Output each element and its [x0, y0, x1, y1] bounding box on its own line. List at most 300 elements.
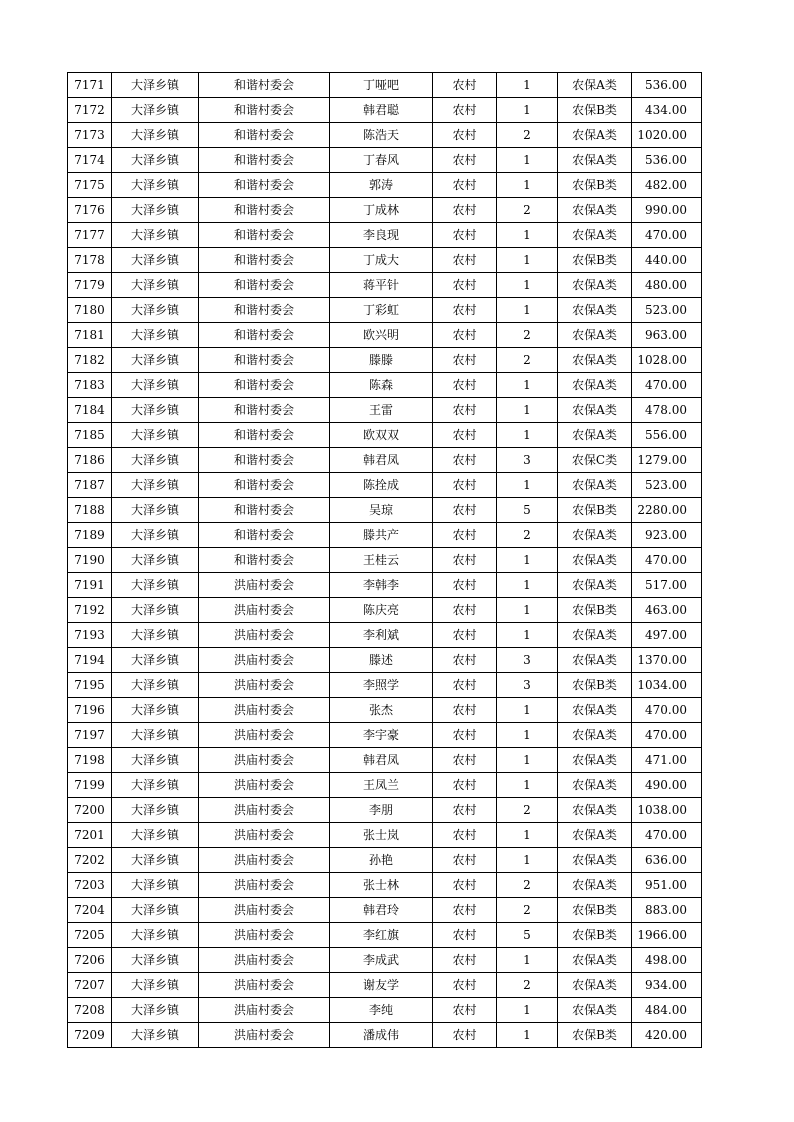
- village-committee-cell: 和谐村委会: [199, 523, 330, 548]
- member-count-cell: 1: [497, 473, 558, 498]
- amount-cell: 934.00: [632, 973, 702, 998]
- member-count-cell: 1: [497, 398, 558, 423]
- member-count-cell: 1: [497, 73, 558, 98]
- village-committee-cell: 和谐村委会: [199, 298, 330, 323]
- township-cell: 大泽乡镇: [112, 998, 199, 1023]
- category-cell: 农保A类: [558, 273, 632, 298]
- category-cell: 农保C类: [558, 448, 632, 473]
- household-type-cell: 农村: [433, 473, 497, 498]
- village-committee-cell: 洪庙村委会: [199, 748, 330, 773]
- category-cell: 农保A类: [558, 298, 632, 323]
- table-row: [68, 173, 702, 198]
- household-type-cell: 农村: [433, 448, 497, 473]
- row-id-cell: 7205: [68, 923, 112, 948]
- village-committee-cell: 洪庙村委会: [199, 648, 330, 673]
- amount-cell: 497.00: [632, 623, 702, 648]
- category-cell: 农保B类: [558, 248, 632, 273]
- member-count-cell: 1: [497, 423, 558, 448]
- member-count-cell: 2: [497, 523, 558, 548]
- name-cell: 李朋: [330, 798, 433, 823]
- village-committee-cell: 和谐村委会: [199, 373, 330, 398]
- row-id-cell: 7185: [68, 423, 112, 448]
- household-type-cell: 农村: [433, 698, 497, 723]
- amount-cell: 420.00: [632, 1023, 702, 1048]
- name-cell: 韩君凤: [330, 448, 433, 473]
- amount-cell: 883.00: [632, 898, 702, 923]
- category-cell: 农保A类: [558, 123, 632, 148]
- table-row: [68, 873, 702, 898]
- name-cell: 滕滕: [330, 348, 433, 373]
- member-count-cell: 1: [497, 598, 558, 623]
- member-count-cell: 1: [497, 223, 558, 248]
- name-cell: 张士岚: [330, 823, 433, 848]
- category-cell: 农保A类: [558, 198, 632, 223]
- household-type-cell: 农村: [433, 948, 497, 973]
- row-id-cell: 7178: [68, 248, 112, 273]
- table-row: [68, 198, 702, 223]
- amount-cell: 1020.00: [632, 123, 702, 148]
- village-committee-cell: 和谐村委会: [199, 548, 330, 573]
- amount-cell: 990.00: [632, 198, 702, 223]
- amount-cell: 536.00: [632, 148, 702, 173]
- table-row: [68, 273, 702, 298]
- row-id-cell: 7194: [68, 648, 112, 673]
- category-cell: 农保A类: [558, 373, 632, 398]
- table-row: [68, 373, 702, 398]
- table-row: [68, 473, 702, 498]
- township-cell: 大泽乡镇: [112, 448, 199, 473]
- amount-cell: 480.00: [632, 273, 702, 298]
- category-cell: 农保A类: [558, 348, 632, 373]
- table-row: [68, 923, 702, 948]
- member-count-cell: 1: [497, 698, 558, 723]
- name-cell: 丁成大: [330, 248, 433, 273]
- row-id-cell: 7174: [68, 148, 112, 173]
- table-row: [68, 98, 702, 123]
- member-count-cell: 1: [497, 998, 558, 1023]
- name-cell: 王雷: [330, 398, 433, 423]
- household-type-cell: 农村: [433, 523, 497, 548]
- township-cell: 大泽乡镇: [112, 98, 199, 123]
- table-row: [68, 648, 702, 673]
- township-cell: 大泽乡镇: [112, 373, 199, 398]
- township-cell: 大泽乡镇: [112, 823, 199, 848]
- household-type-cell: 农村: [433, 798, 497, 823]
- category-cell: 农保A类: [558, 648, 632, 673]
- amount-cell: 470.00: [632, 823, 702, 848]
- table-row: [68, 823, 702, 848]
- household-type-cell: 农村: [433, 323, 497, 348]
- member-count-cell: 1: [497, 273, 558, 298]
- village-committee-cell: 洪庙村委会: [199, 873, 330, 898]
- village-committee-cell: 洪庙村委会: [199, 698, 330, 723]
- row-id-cell: 7202: [68, 848, 112, 873]
- category-cell: 农保A类: [558, 773, 632, 798]
- row-id-cell: 7200: [68, 798, 112, 823]
- row-id-cell: 7172: [68, 98, 112, 123]
- row-id-cell: 7209: [68, 1023, 112, 1048]
- amount-cell: 434.00: [632, 98, 702, 123]
- name-cell: 王凤兰: [330, 773, 433, 798]
- village-committee-cell: 洪庙村委会: [199, 923, 330, 948]
- row-id-cell: 7189: [68, 523, 112, 548]
- township-cell: 大泽乡镇: [112, 398, 199, 423]
- village-committee-cell: 洪庙村委会: [199, 848, 330, 873]
- township-cell: 大泽乡镇: [112, 748, 199, 773]
- table-row: [68, 348, 702, 373]
- amount-cell: 470.00: [632, 723, 702, 748]
- amount-cell: 951.00: [632, 873, 702, 898]
- table-body: [68, 73, 702, 1048]
- name-cell: 陈浩天: [330, 123, 433, 148]
- name-cell: 吴琼: [330, 498, 433, 523]
- table-row: [68, 223, 702, 248]
- village-committee-cell: 和谐村委会: [199, 248, 330, 273]
- category-cell: 农保A类: [558, 873, 632, 898]
- table-row: [68, 848, 702, 873]
- township-cell: 大泽乡镇: [112, 473, 199, 498]
- table-row: [68, 573, 702, 598]
- name-cell: 蒋平针: [330, 273, 433, 298]
- amount-cell: 923.00: [632, 523, 702, 548]
- member-count-cell: 3: [497, 448, 558, 473]
- name-cell: 郭涛: [330, 173, 433, 198]
- township-cell: 大泽乡镇: [112, 498, 199, 523]
- township-cell: 大泽乡镇: [112, 773, 199, 798]
- amount-cell: 482.00: [632, 173, 702, 198]
- member-count-cell: 1: [497, 723, 558, 748]
- name-cell: 韩君凤: [330, 748, 433, 773]
- member-count-cell: 1: [497, 1023, 558, 1048]
- township-cell: 大泽乡镇: [112, 223, 199, 248]
- township-cell: 大泽乡镇: [112, 273, 199, 298]
- member-count-cell: 1: [497, 948, 558, 973]
- village-committee-cell: 和谐村委会: [199, 173, 330, 198]
- category-cell: 农保B类: [558, 173, 632, 198]
- township-cell: 大泽乡镇: [112, 898, 199, 923]
- name-cell: 欧兴明: [330, 323, 433, 348]
- village-committee-cell: 和谐村委会: [199, 423, 330, 448]
- row-id-cell: 7204: [68, 898, 112, 923]
- amount-cell: 1028.00: [632, 348, 702, 373]
- village-committee-cell: 和谐村委会: [199, 348, 330, 373]
- village-committee-cell: 和谐村委会: [199, 98, 330, 123]
- village-committee-cell: 洪庙村委会: [199, 673, 330, 698]
- category-cell: 农保B类: [558, 673, 632, 698]
- member-count-cell: 2: [497, 198, 558, 223]
- name-cell: 李成武: [330, 948, 433, 973]
- household-type-cell: 农村: [433, 673, 497, 698]
- name-cell: 丁春风: [330, 148, 433, 173]
- township-cell: 大泽乡镇: [112, 248, 199, 273]
- row-id-cell: 7207: [68, 973, 112, 998]
- category-cell: 农保A类: [558, 423, 632, 448]
- category-cell: 农保B类: [558, 598, 632, 623]
- village-committee-cell: 和谐村委会: [199, 398, 330, 423]
- village-committee-cell: 洪庙村委会: [199, 1023, 330, 1048]
- member-count-cell: 3: [497, 648, 558, 673]
- township-cell: 大泽乡镇: [112, 973, 199, 998]
- row-id-cell: 7186: [68, 448, 112, 473]
- table-row: [68, 723, 702, 748]
- table-row: [68, 548, 702, 573]
- household-type-cell: 农村: [433, 123, 497, 148]
- member-count-cell: 1: [497, 148, 558, 173]
- household-type-cell: 农村: [433, 98, 497, 123]
- amount-cell: 636.00: [632, 848, 702, 873]
- household-type-cell: 农村: [433, 898, 497, 923]
- township-cell: 大泽乡镇: [112, 848, 199, 873]
- table-row: [68, 598, 702, 623]
- row-id-cell: 7183: [68, 373, 112, 398]
- category-cell: 农保A类: [558, 548, 632, 573]
- member-count-cell: 1: [497, 748, 558, 773]
- member-count-cell: 2: [497, 798, 558, 823]
- household-type-cell: 农村: [433, 748, 497, 773]
- table-row: [68, 973, 702, 998]
- row-id-cell: 7173: [68, 123, 112, 148]
- category-cell: 农保B类: [558, 98, 632, 123]
- row-id-cell: 7190: [68, 548, 112, 573]
- household-type-cell: 农村: [433, 873, 497, 898]
- category-cell: 农保A类: [558, 473, 632, 498]
- household-type-cell: 农村: [433, 848, 497, 873]
- village-committee-cell: 和谐村委会: [199, 473, 330, 498]
- village-committee-cell: 洪庙村委会: [199, 823, 330, 848]
- amount-cell: 470.00: [632, 223, 702, 248]
- village-committee-cell: 和谐村委会: [199, 123, 330, 148]
- village-committee-cell: 洪庙村委会: [199, 998, 330, 1023]
- row-id-cell: 7188: [68, 498, 112, 523]
- name-cell: 丁哑吧: [330, 73, 433, 98]
- table-row: [68, 798, 702, 823]
- village-committee-cell: 和谐村委会: [199, 498, 330, 523]
- category-cell: 农保A类: [558, 998, 632, 1023]
- category-cell: 农保A类: [558, 223, 632, 248]
- name-cell: 潘成伟: [330, 1023, 433, 1048]
- household-type-cell: 农村: [433, 773, 497, 798]
- village-committee-cell: 和谐村委会: [199, 223, 330, 248]
- member-count-cell: 5: [497, 923, 558, 948]
- name-cell: 张士林: [330, 873, 433, 898]
- row-id-cell: 7181: [68, 323, 112, 348]
- name-cell: 韩君玲: [330, 898, 433, 923]
- member-count-cell: 2: [497, 973, 558, 998]
- table-row: [68, 248, 702, 273]
- household-type-cell: 农村: [433, 248, 497, 273]
- table-row: [68, 748, 702, 773]
- household-type-cell: 农村: [433, 1023, 497, 1048]
- name-cell: 滕共产: [330, 523, 433, 548]
- row-id-cell: 7171: [68, 73, 112, 98]
- household-type-cell: 农村: [433, 598, 497, 623]
- name-cell: 李照学: [330, 673, 433, 698]
- village-committee-cell: 洪庙村委会: [199, 773, 330, 798]
- category-cell: 农保A类: [558, 798, 632, 823]
- row-id-cell: 7193: [68, 623, 112, 648]
- table-row: [68, 498, 702, 523]
- member-count-cell: 1: [497, 373, 558, 398]
- row-id-cell: 7199: [68, 773, 112, 798]
- name-cell: 张杰: [330, 698, 433, 723]
- member-count-cell: 1: [497, 623, 558, 648]
- amount-cell: 471.00: [632, 748, 702, 773]
- category-cell: 农保A类: [558, 573, 632, 598]
- member-count-cell: 2: [497, 348, 558, 373]
- category-cell: 农保A类: [558, 698, 632, 723]
- table-row: [68, 148, 702, 173]
- township-cell: 大泽乡镇: [112, 423, 199, 448]
- amount-cell: 963.00: [632, 323, 702, 348]
- row-id-cell: 7197: [68, 723, 112, 748]
- township-cell: 大泽乡镇: [112, 623, 199, 648]
- name-cell: 谢友学: [330, 973, 433, 998]
- village-committee-cell: 洪庙村委会: [199, 973, 330, 998]
- name-cell: 李韩李: [330, 573, 433, 598]
- name-cell: 欧双双: [330, 423, 433, 448]
- category-cell: 农保B类: [558, 498, 632, 523]
- table-row: [68, 1023, 702, 1048]
- amount-cell: 440.00: [632, 248, 702, 273]
- township-cell: 大泽乡镇: [112, 323, 199, 348]
- row-id-cell: 7208: [68, 998, 112, 1023]
- member-count-cell: 1: [497, 98, 558, 123]
- village-committee-cell: 洪庙村委会: [199, 898, 330, 923]
- amount-cell: 536.00: [632, 73, 702, 98]
- amount-cell: 1966.00: [632, 923, 702, 948]
- village-committee-cell: 和谐村委会: [199, 73, 330, 98]
- row-id-cell: 7191: [68, 573, 112, 598]
- table-row: [68, 898, 702, 923]
- household-type-cell: 农村: [433, 623, 497, 648]
- amount-cell: 517.00: [632, 573, 702, 598]
- table-row: [68, 673, 702, 698]
- township-cell: 大泽乡镇: [112, 173, 199, 198]
- member-count-cell: 1: [497, 848, 558, 873]
- name-cell: 李良现: [330, 223, 433, 248]
- township-cell: 大泽乡镇: [112, 523, 199, 548]
- amount-cell: 470.00: [632, 698, 702, 723]
- household-type-cell: 农村: [433, 998, 497, 1023]
- township-cell: 大泽乡镇: [112, 198, 199, 223]
- table-row: [68, 998, 702, 1023]
- member-count-cell: 1: [497, 823, 558, 848]
- member-count-cell: 2: [497, 873, 558, 898]
- amount-cell: 2280.00: [632, 498, 702, 523]
- amount-cell: 470.00: [632, 373, 702, 398]
- household-type-cell: 农村: [433, 648, 497, 673]
- table-row: [68, 698, 702, 723]
- household-type-cell: 农村: [433, 373, 497, 398]
- row-id-cell: 7179: [68, 273, 112, 298]
- category-cell: 农保A类: [558, 398, 632, 423]
- row-id-cell: 7187: [68, 473, 112, 498]
- household-type-cell: 农村: [433, 498, 497, 523]
- row-id-cell: 7198: [68, 748, 112, 773]
- category-cell: 农保A类: [558, 623, 632, 648]
- category-cell: 农保A类: [558, 848, 632, 873]
- amount-cell: 1370.00: [632, 648, 702, 673]
- category-cell: 农保A类: [558, 948, 632, 973]
- table-row: [68, 448, 702, 473]
- row-id-cell: 7182: [68, 348, 112, 373]
- township-cell: 大泽乡镇: [112, 698, 199, 723]
- name-cell: 李利斌: [330, 623, 433, 648]
- household-type-cell: 农村: [433, 298, 497, 323]
- village-committee-cell: 和谐村委会: [199, 273, 330, 298]
- township-cell: 大泽乡镇: [112, 598, 199, 623]
- row-id-cell: 7180: [68, 298, 112, 323]
- township-cell: 大泽乡镇: [112, 798, 199, 823]
- township-cell: 大泽乡镇: [112, 1023, 199, 1048]
- table-row: [68, 523, 702, 548]
- member-count-cell: 1: [497, 248, 558, 273]
- row-id-cell: 7206: [68, 948, 112, 973]
- township-cell: 大泽乡镇: [112, 73, 199, 98]
- household-type-cell: 农村: [433, 548, 497, 573]
- township-cell: 大泽乡镇: [112, 548, 199, 573]
- category-cell: 农保A类: [558, 148, 632, 173]
- township-cell: 大泽乡镇: [112, 923, 199, 948]
- village-committee-cell: 洪庙村委会: [199, 573, 330, 598]
- name-cell: 韩君聪: [330, 98, 433, 123]
- table-row: [68, 123, 702, 148]
- table-row: [68, 298, 702, 323]
- amount-cell: 1034.00: [632, 673, 702, 698]
- row-id-cell: 7175: [68, 173, 112, 198]
- township-cell: 大泽乡镇: [112, 148, 199, 173]
- amount-cell: 1279.00: [632, 448, 702, 473]
- category-cell: 农保B类: [558, 1023, 632, 1048]
- township-cell: 大泽乡镇: [112, 123, 199, 148]
- amount-cell: 463.00: [632, 598, 702, 623]
- row-id-cell: 7196: [68, 698, 112, 723]
- row-id-cell: 7192: [68, 598, 112, 623]
- household-type-cell: 农村: [433, 398, 497, 423]
- household-type-cell: 农村: [433, 348, 497, 373]
- table-row: [68, 948, 702, 973]
- household-type-cell: 农村: [433, 573, 497, 598]
- household-type-cell: 农村: [433, 423, 497, 448]
- member-count-cell: 3: [497, 673, 558, 698]
- amount-cell: 490.00: [632, 773, 702, 798]
- table-row: [68, 398, 702, 423]
- relief-roster-table: [67, 72, 702, 1048]
- name-cell: 陈森: [330, 373, 433, 398]
- village-committee-cell: 洪庙村委会: [199, 798, 330, 823]
- village-committee-cell: 和谐村委会: [199, 148, 330, 173]
- member-count-cell: 1: [497, 548, 558, 573]
- amount-cell: 1038.00: [632, 798, 702, 823]
- amount-cell: 498.00: [632, 948, 702, 973]
- row-id-cell: 7203: [68, 873, 112, 898]
- name-cell: 滕述: [330, 648, 433, 673]
- village-committee-cell: 洪庙村委会: [199, 723, 330, 748]
- township-cell: 大泽乡镇: [112, 948, 199, 973]
- category-cell: 农保A类: [558, 323, 632, 348]
- name-cell: 孙艳: [330, 848, 433, 873]
- table-row: [68, 623, 702, 648]
- name-cell: 丁彩虹: [330, 298, 433, 323]
- name-cell: 李纯: [330, 998, 433, 1023]
- table-row: [68, 423, 702, 448]
- amount-cell: 470.00: [632, 548, 702, 573]
- township-cell: 大泽乡镇: [112, 723, 199, 748]
- amount-cell: 484.00: [632, 998, 702, 1023]
- name-cell: 陈拴成: [330, 473, 433, 498]
- household-type-cell: 农村: [433, 73, 497, 98]
- category-cell: 农保A类: [558, 823, 632, 848]
